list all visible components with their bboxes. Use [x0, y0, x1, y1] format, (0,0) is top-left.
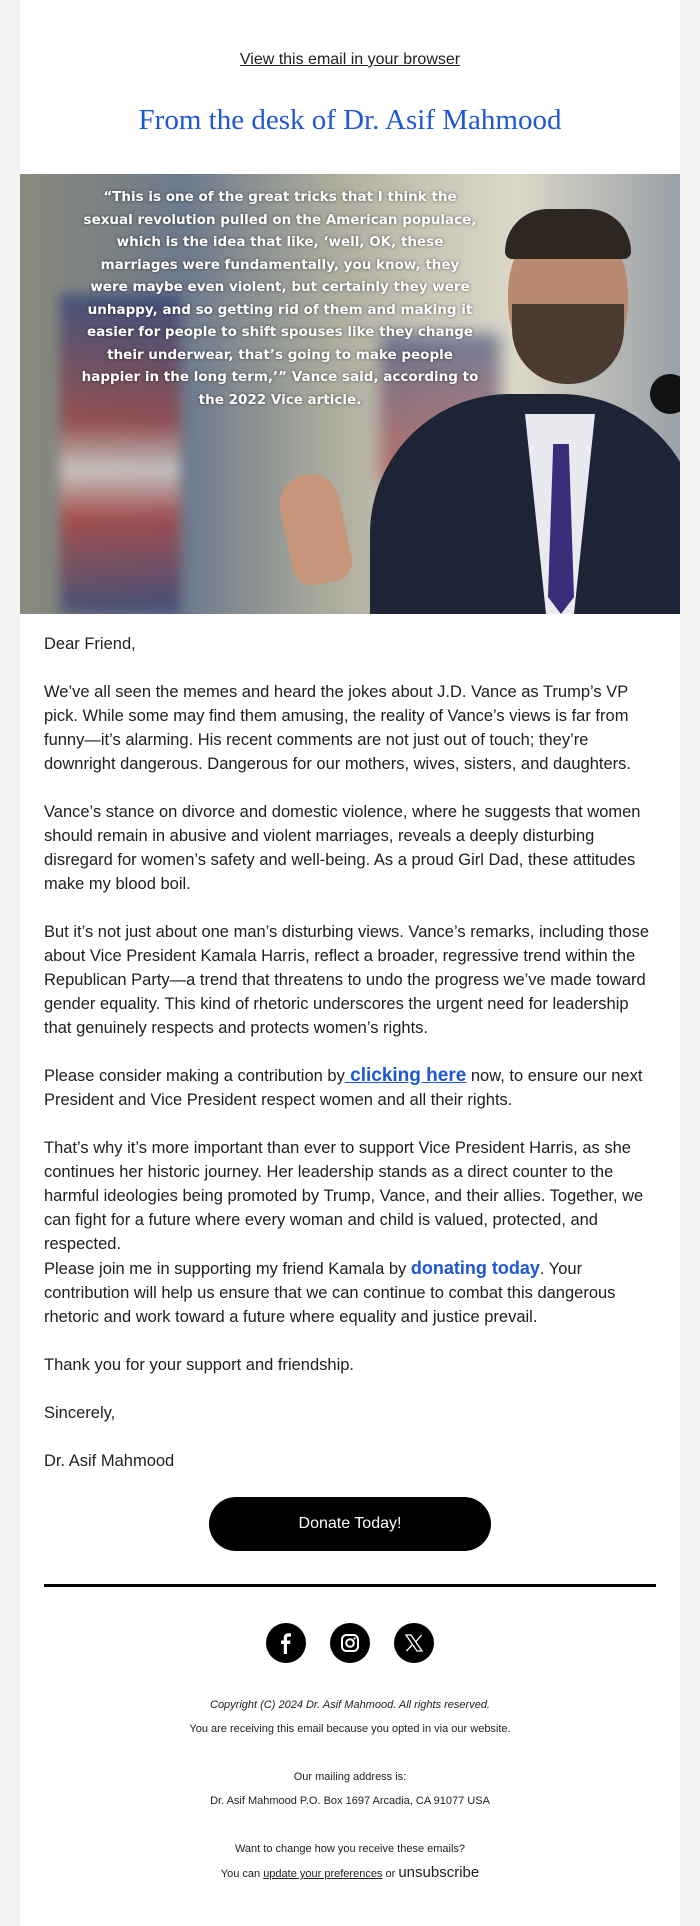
copyright: Copyright (C) 2024 Dr. Asif Mahmood. All rights reserved. [210, 1699, 490, 1711]
paragraph: That’s why it’s more important than ever to support Vice President Harris, as she continues her historic journey. Her leadership stands as a direct counter to the harmful ideologies being promoted by Trump, Vance, and their allies. Together, we can fight for a future where every woman and child is valued, protected, and respected. [44, 1139, 644, 1253]
letter-body [20, 614, 680, 1473]
donating-today-link[interactable]: donating today [410, 1258, 540, 1278]
donate-today-button[interactable]: Donate Today! [209, 1497, 491, 1551]
text: You can [220, 1868, 264, 1880]
view-in-browser-link[interactable]: View this email in your browser [239, 51, 461, 68]
text: Please consider making a contribution by [44, 1067, 345, 1085]
facebook-icon[interactable] [266, 1623, 306, 1663]
text: . Your contribution will help us ensure that we can continue to combat this dangerous rhetoric and work toward a future where equality and justice prevail. [44, 1260, 616, 1326]
x-icon[interactable] [394, 1623, 434, 1663]
paragraph: We’ve all seen the memes and heard the jokes about J.D. Vance as Trump’s VP pick. While some may find them amusing, the reality of Vance’s views is far from funny—it’s alarming. His recent comments are not just out of touch; they’re downright dangerous. Dangerous for our mothers, wives, sisters, and daughters. [44, 683, 631, 773]
paragraph: Vance’s stance on divorce and domestic violence, where he suggests that women should remain in abusive and violent marriages, reveals a deeply disturbing disregard for women’s safety and well-being. As a proud Girl Dad, these attitudes make my blood boil. [44, 803, 641, 893]
email-title: From the desk of Dr. Asif Mahmood [138, 104, 562, 136]
divider [44, 1584, 656, 1587]
footer [20, 1693, 680, 1886]
paragraph [44, 1064, 656, 1112]
mailing-address: Dr. Asif Mahmood P.O. Box 1697 Arcadia, CA 91077 USA [210, 1795, 490, 1807]
clicking-here-link[interactable]: clicking here [344, 1065, 467, 1086]
unsubscribe-link[interactable]: unsubscribe [398, 1864, 480, 1881]
address-label: Our mailing address is: [293, 1771, 407, 1783]
greeting: Dear Friend, [44, 635, 136, 653]
text: now, to ensure our next President and Vice President respect women and all their rights. [44, 1067, 643, 1109]
change-prompt: Want to change how you receive these emails? [234, 1843, 466, 1855]
email-container [20, 0, 680, 1926]
signature: Dr. Asif Mahmood [44, 1452, 175, 1470]
hero-image [20, 174, 680, 614]
paragraph: But it’s not just about one man’s disturbing views. Vance’s remarks, including those about Vice President Kamala Harris, reflect a broader, regressive trend within the Republican Party—a trend that threatens to undo the progress we’ve made toward gender equality. This kind of rhetoric underscores the urgent need for leadership that genuinely respects and protects women’s rights. [44, 923, 650, 1037]
text: Please join me in supporting my friend Kamala by [44, 1260, 411, 1278]
paragraph [44, 1256, 656, 1329]
hero-quote: “This is one of the great tricks that I think the sexual revolution pulled on the American populace, which is the idea that like, ‘well, OK, these marriages were fundamentally, you know, they were maybe even violent, but certainly they were unhappy, and so getting rid of them and making it easier for people to shift spouses like they change their underwear, that’s going to make people happier in the long term,’” Vance said, according to the 2022 Vice article. [81, 189, 479, 408]
instagram-icon[interactable] [330, 1623, 370, 1663]
signoff: Sincerely, [44, 1404, 116, 1422]
social-links [20, 1623, 680, 1663]
opt-in-reason: You are receiving this email because you opted in via our website. [189, 1723, 511, 1735]
thanks: Thank you for your support and friendship. [44, 1356, 355, 1374]
text: or [382, 1868, 399, 1880]
update-preferences-link[interactable]: update your preferences [263, 1868, 383, 1880]
